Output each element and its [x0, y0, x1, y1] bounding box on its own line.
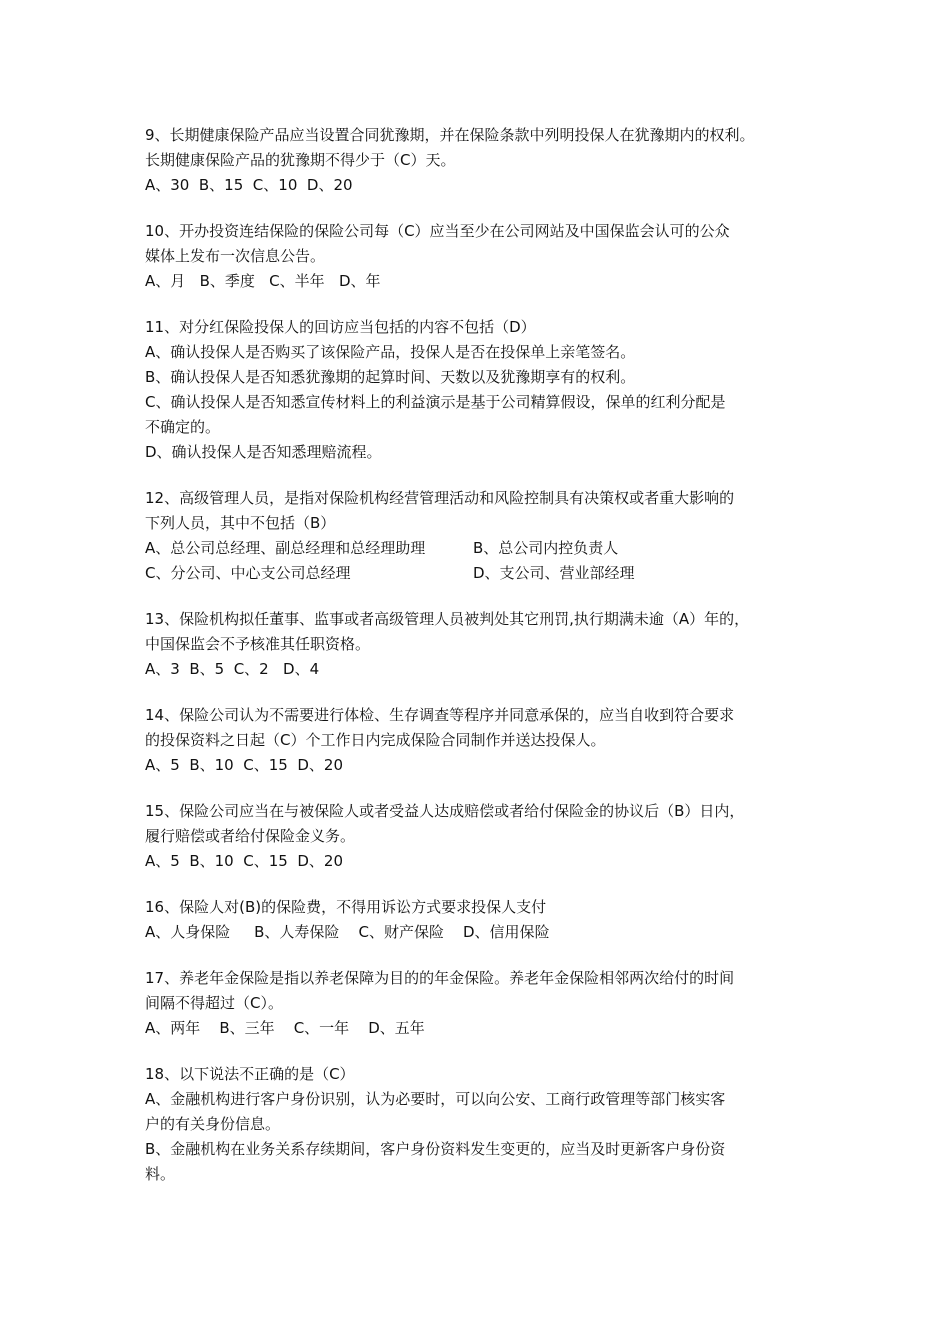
question-option-row — [145, 561, 825, 586]
document-page — [145, 123, 825, 1208]
question-stem: 12、高级管理人员，是指对保险机构经营管理活动和风险控制具有决策权或者重大影响的 — [145, 489, 735, 507]
question-stem: 间隔不得超过（C）。 — [145, 994, 283, 1012]
question-stem: 媒体上发布一次信息公告。 — [145, 247, 326, 265]
question-stem: 13、保险机构拟任董事、监事或者高级管理人员被判处其它刑罚,执行期满未逾（A）年的， — [145, 610, 750, 628]
question-options: A、人身保险 B、人寿保险 C、财产保险 D、信用保险 — [145, 923, 550, 941]
question-stem: 11、对分红保险投保人的回访应当包括的内容不包括（D） — [145, 318, 536, 336]
question-options: A、3 B、5 C、2 D、4 — [145, 660, 320, 678]
question-option: D、支公司、营业部经理 — [473, 564, 635, 582]
question-option: 户的有关身份信息。 — [145, 1115, 281, 1133]
question-options: A、两年 B、三年 C、一年 D、五年 — [145, 1019, 425, 1037]
question-option: C、确认投保人是否知悉宣传材料上的利益演示是基于公司精算假设，保单的红利分配是 — [145, 393, 726, 411]
question-14 — [145, 703, 825, 778]
question-option-row — [145, 536, 825, 561]
question-17 — [145, 966, 825, 1041]
question-option: A、总公司总经理、副总经理和总经理助理 — [145, 539, 426, 557]
question-option: B、总公司内控负责人 — [473, 539, 619, 557]
question-13 — [145, 607, 825, 682]
question-stem: 中国保监会不予核准其任职资格。 — [145, 635, 371, 653]
question-stem: 17、养老年金保险是指以养老保障为目的的年金保险。养老年金保险相邻两次给付的时间 — [145, 969, 735, 987]
question-stem: 履行赔偿或者给付保险金义务。 — [145, 827, 356, 845]
question-stem: 长期健康保险产品的犹豫期不得少于（C）天。 — [145, 151, 456, 169]
question-12 — [145, 486, 825, 586]
question-stem: 18、以下说法不正确的是（C） — [145, 1065, 355, 1083]
question-options: A、月 B、季度 C、半年 D、年 — [145, 272, 381, 290]
question-10 — [145, 219, 825, 294]
question-option: B、金融机构在业务关系存续期间，客户身份资料发生变更的，应当及时更新客户身份资 — [145, 1140, 726, 1158]
question-stem: 下列人员，其中不包括（B） — [145, 514, 336, 532]
question-options: A、5 B、10 C、15 D、20 — [145, 756, 343, 774]
question-option: 不确定的。 — [145, 418, 221, 436]
question-stem: 9、长期健康保险产品应当设置合同犹豫期，并在保险条款中列明投保人在犹豫期内的权利。 — [145, 126, 755, 144]
question-18 — [145, 1062, 825, 1187]
question-11 — [145, 315, 825, 465]
question-option: C、分公司、中心支公司总经理 — [145, 564, 351, 582]
question-stem: 15、保险公司应当在与被保险人或者受益人达成赔偿或者给付保险金的协议后（B）日内， — [145, 802, 745, 820]
question-stem: 16、保险人对(B)的保险费，不得用诉讼方式要求投保人支付 — [145, 898, 547, 916]
question-option: A、确认投保人是否购买了该保险产品，投保人是否在投保单上亲笔签名。 — [145, 343, 636, 361]
question-option: A、金融机构进行客户身份识别，认为必要时，可以向公安、工商行政管理等部门核实客 — [145, 1090, 726, 1108]
question-options: A、30 B、15 C、10 D、20 — [145, 176, 353, 194]
question-options: A、5 B、10 C、15 D、20 — [145, 852, 343, 870]
question-15 — [145, 799, 825, 874]
question-option: 料。 — [145, 1165, 176, 1183]
question-stem: 的投保资料之日起（C）个工作日内完成保险合同制作并送达投保人。 — [145, 731, 606, 749]
question-16 — [145, 895, 825, 945]
question-stem: 14、保险公司认为不需要进行体检、生存调查等程序并同意承保的，应当自收到符合要求 — [145, 706, 735, 724]
question-stem: 10、开办投资连结保险的保险公司每（C）应当至少在公司网站及中国保监会认可的公众 — [145, 222, 730, 240]
question-option: D、确认投保人是否知悉理赔流程。 — [145, 443, 382, 461]
question-9 — [145, 123, 825, 198]
question-option: B、确认投保人是否知悉犹豫期的起算时间、天数以及犹豫期享有的权利。 — [145, 368, 636, 386]
